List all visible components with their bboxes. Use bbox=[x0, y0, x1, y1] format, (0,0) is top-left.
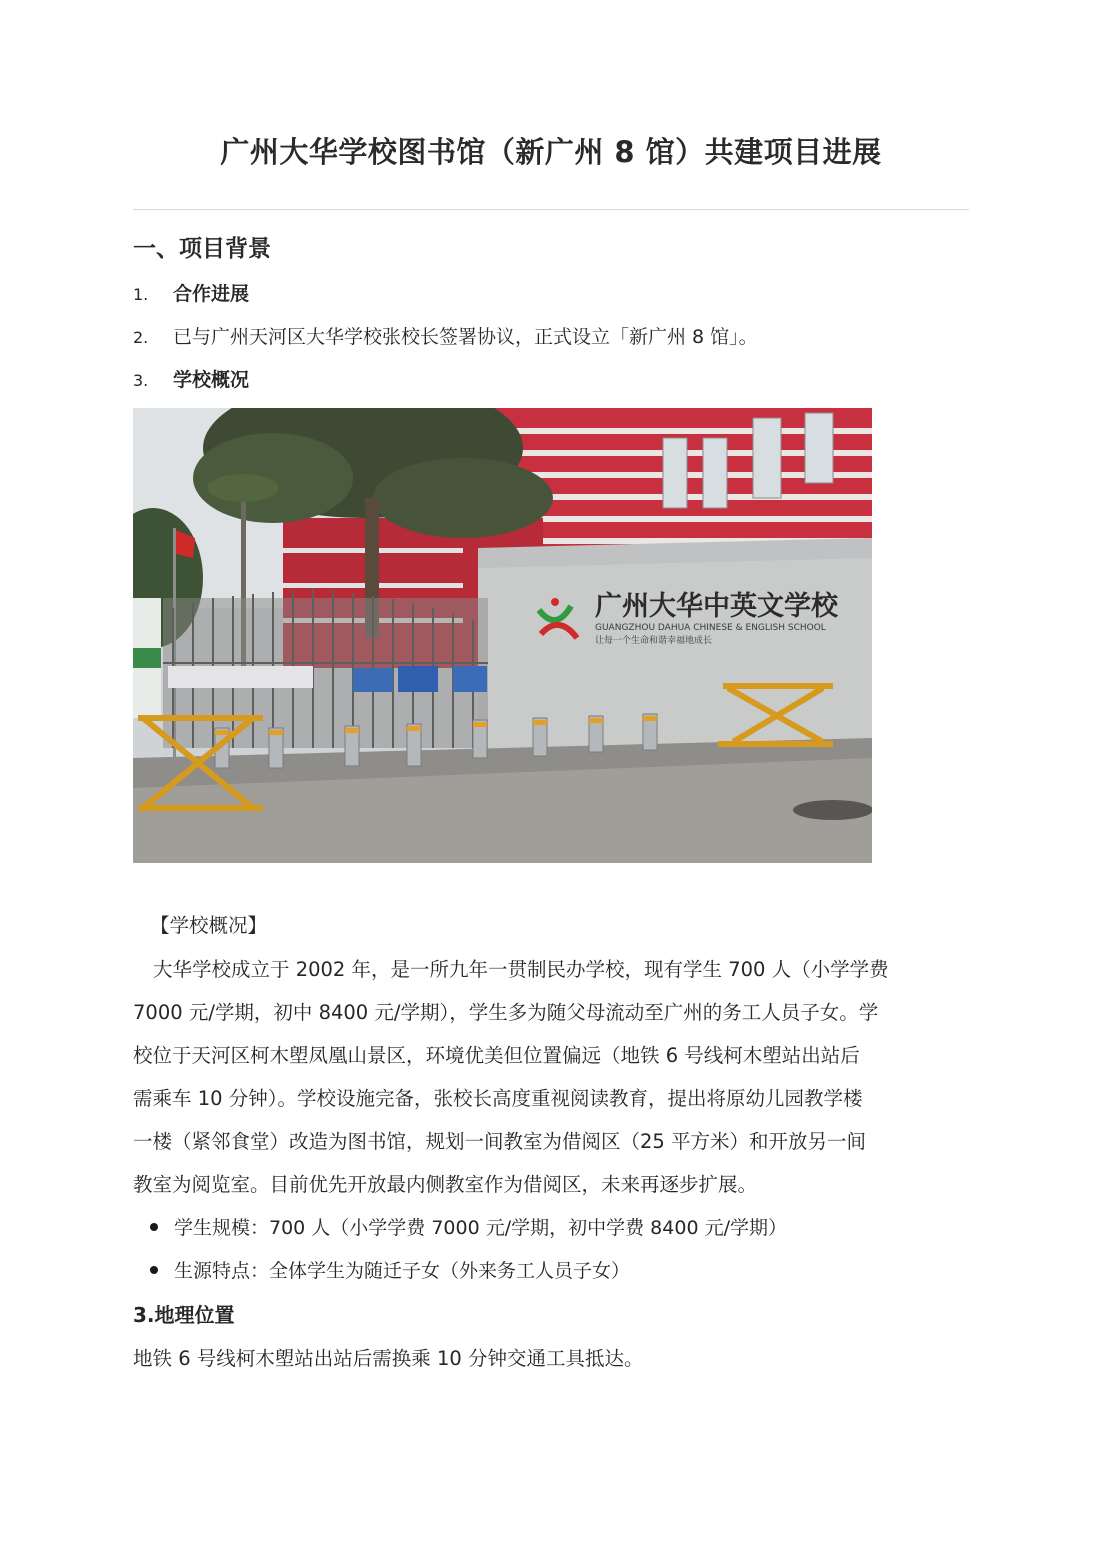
title-divider bbox=[133, 209, 969, 210]
list-item bbox=[133, 323, 758, 352]
list-item bbox=[133, 366, 249, 395]
list-item bbox=[133, 280, 249, 309]
bullet-text: 生源特点：全体学生为随迁子女（外来务工人员子女） bbox=[174, 1260, 631, 1282]
document-title: 广州大华学校图书馆（新广州 8 馆）共建项目进展 bbox=[220, 135, 882, 169]
paragraph-line: 校位于天河区柯木塱凤凰山景区，环境优美但位置偏远（地铁 6 号线柯木塱站出站后 bbox=[133, 1044, 860, 1067]
bullet-dot-icon bbox=[150, 1223, 158, 1231]
overview-paragraph bbox=[133, 948, 969, 1206]
school-gate-photo bbox=[133, 408, 872, 863]
list-item-number: 2. bbox=[133, 328, 149, 347]
paragraph-line: 7000 元/学期，初中 8400 元/学期），学生多为随父母流动至广州的务工人员子女。学 bbox=[133, 1001, 879, 1024]
location-heading: 3.地理位置 bbox=[133, 1303, 235, 1327]
bullet-dot-icon bbox=[150, 1266, 158, 1274]
location-text: 地铁 6 号线柯木塱站出站后需换乘 10 分钟交通工具抵达。 bbox=[133, 1347, 644, 1370]
list-item-text: 合作进展 bbox=[173, 283, 250, 305]
section-heading-background: 一、项目背景 bbox=[133, 236, 271, 262]
paragraph-line: 教室为阅览室。目前优先开放最内侧教室作为借阅区，未来再逐步扩展。 bbox=[133, 1173, 758, 1196]
list-item-text: 学校概况 bbox=[173, 369, 250, 391]
list-item-text: 已与广州天河区大华学校张校长签署协议，正式设立「新广州 8 馆」。 bbox=[173, 326, 758, 348]
school-sign-text-cn: 广州大华中英文学校 bbox=[595, 591, 838, 622]
paragraph-line: 需乘车 10 分钟）。学校设施完备，张校长高度重视阅读教育，提出将原幼儿园教学楼 bbox=[133, 1087, 863, 1110]
overview-label: 【学校概况】 bbox=[150, 914, 268, 937]
school-sign-text-en: GUANGZHOU DAHUA CHINESE & ENGLISH SCHOOL bbox=[595, 623, 826, 633]
bullet-item bbox=[150, 1213, 787, 1243]
paragraph-line: 一楼（紧邻食堂）改造为图书馆，规划一间教室为借阅区（25 平方米）和开放另一间 bbox=[133, 1130, 867, 1153]
list-item-number: 1. bbox=[133, 285, 149, 304]
paragraph-line: 大华学校成立于 2002 年，是一所九年一贯制民办学校，现有学生 700 人（小学学费 bbox=[153, 958, 889, 981]
list-item-number: 3. bbox=[133, 371, 149, 390]
school-sign-motto: 让每一个生命和谐幸福地成长 bbox=[595, 636, 713, 646]
bullet-text: 学生规模：700 人（小学学费 7000 元/学期，初中学费 8400 元/学期） bbox=[174, 1217, 787, 1239]
bullet-item bbox=[150, 1256, 630, 1286]
